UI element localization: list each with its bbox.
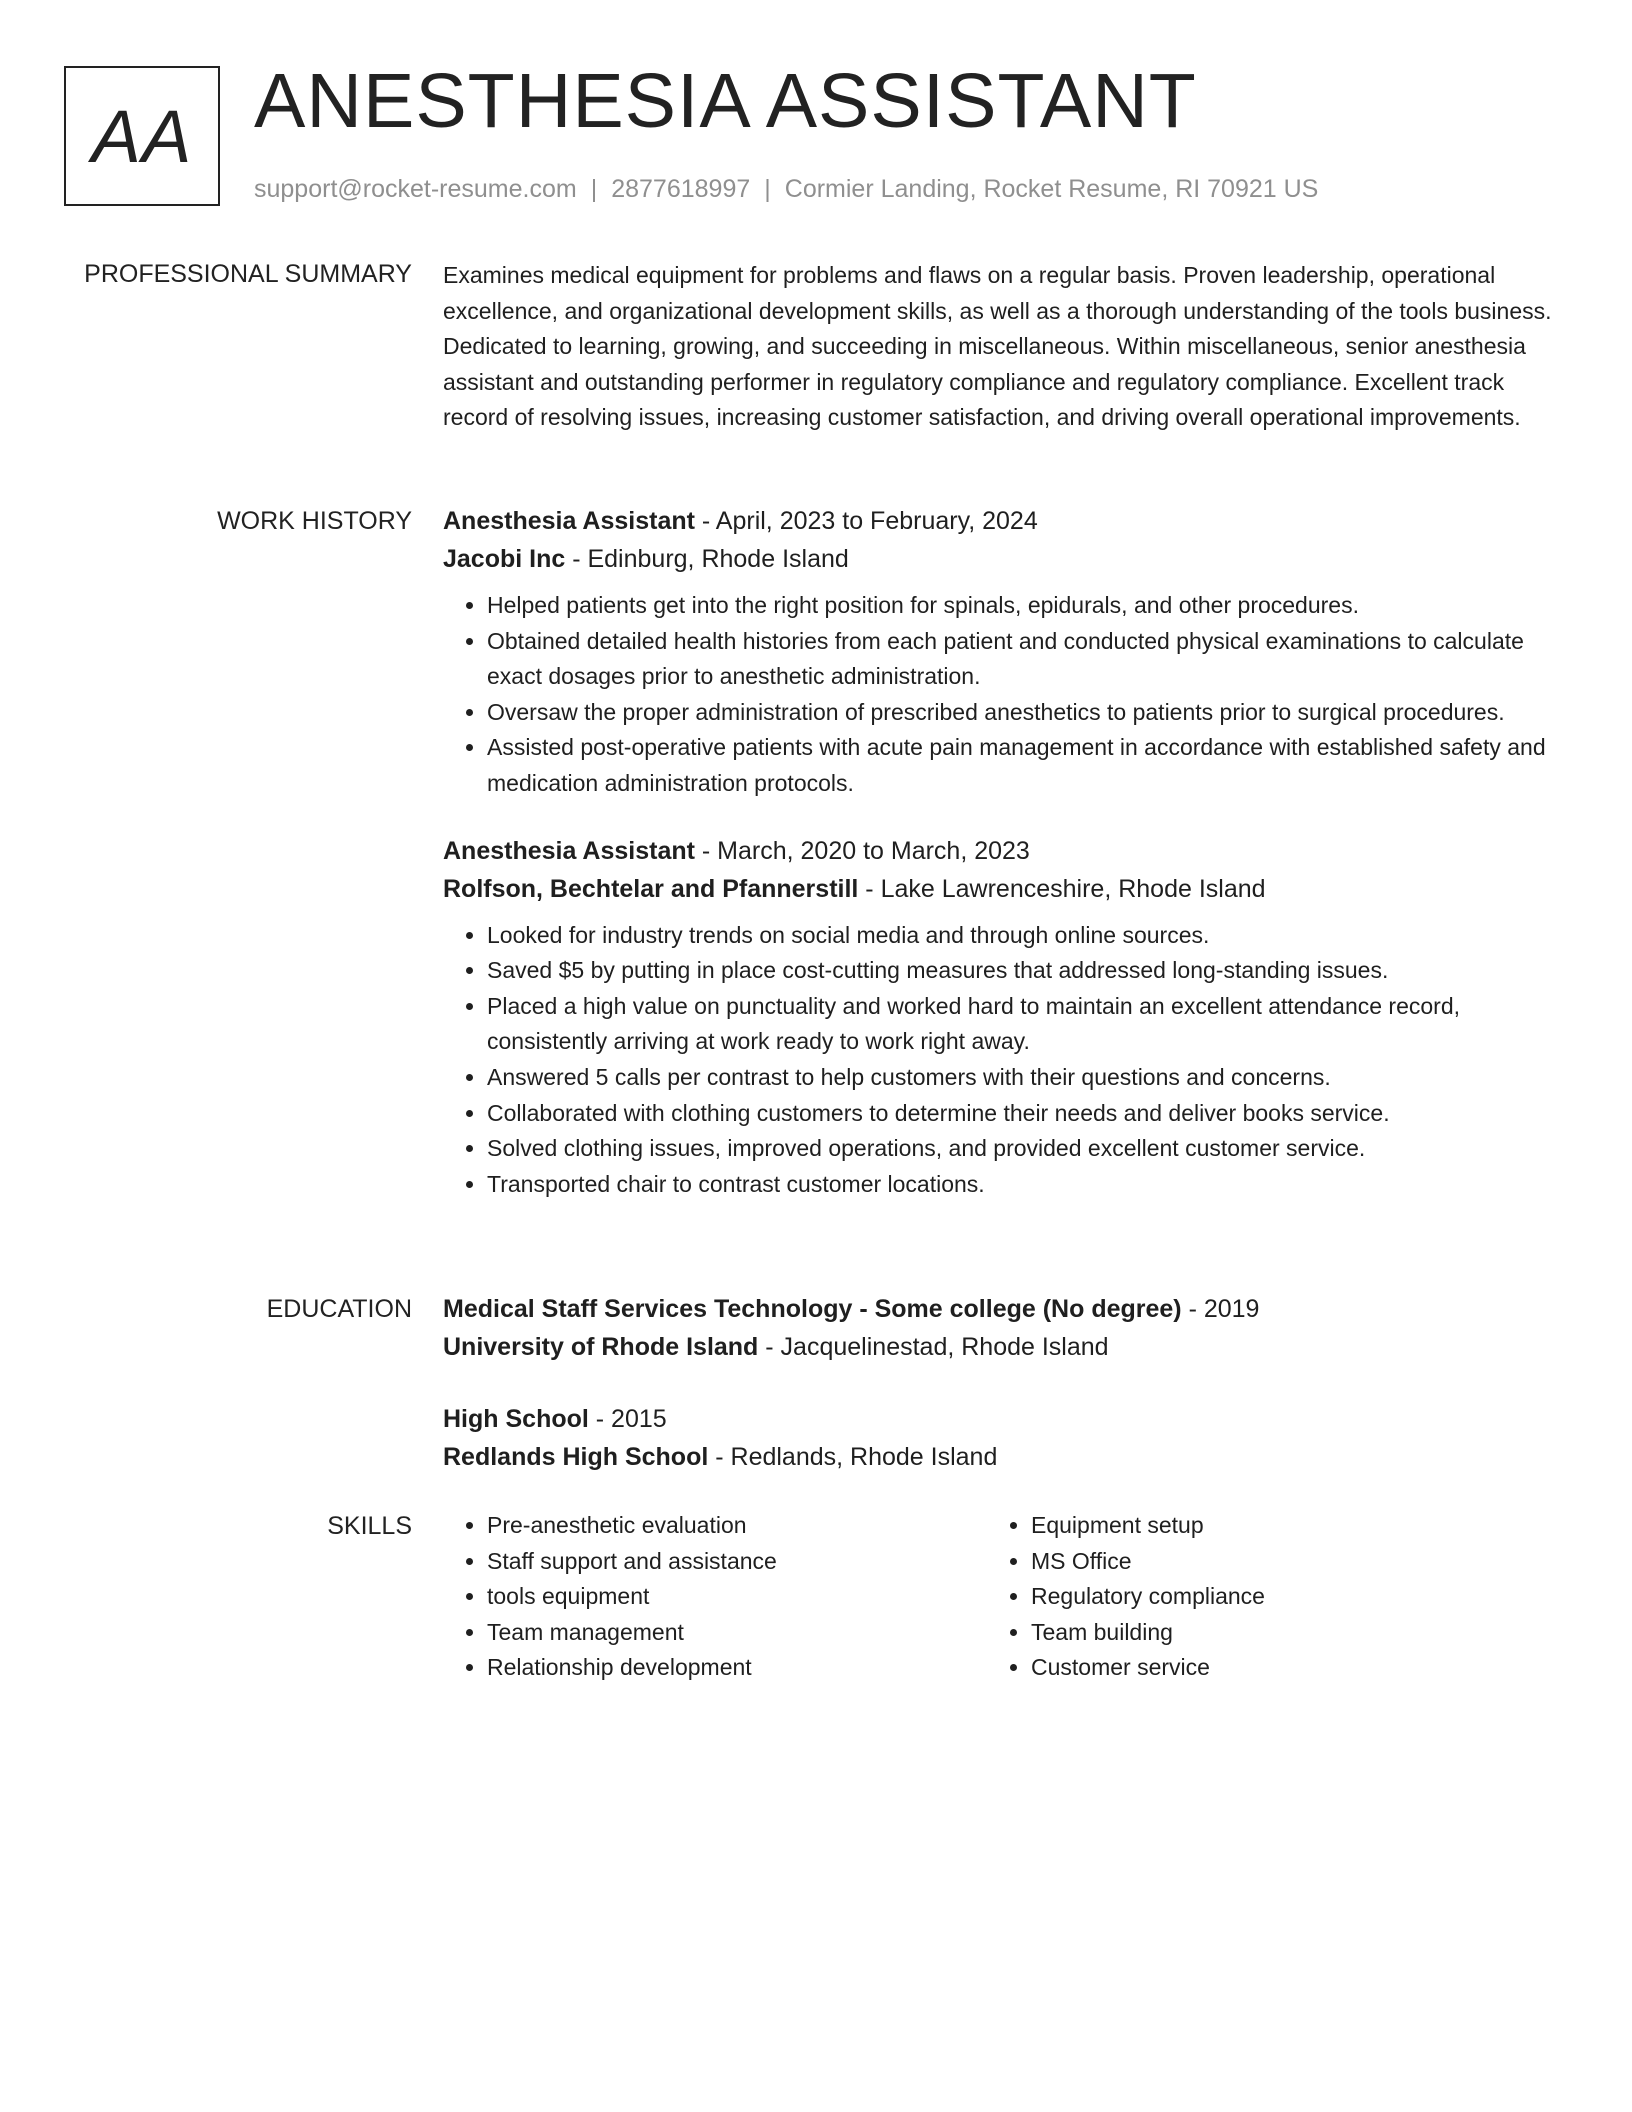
job-title: Anesthesia Assistant bbox=[443, 507, 695, 535]
skills-section bbox=[443, 1508, 1553, 1686]
monogram-logo: AA bbox=[64, 66, 220, 206]
job-title-line bbox=[443, 502, 1553, 540]
skills-column-1 bbox=[443, 1508, 987, 1686]
job-title: Anesthesia Assistant bbox=[443, 836, 695, 865]
education-school: University of Rhode Island bbox=[443, 1333, 759, 1361]
education-year: - 2019 bbox=[1181, 1295, 1260, 1323]
education-degree-line bbox=[443, 1400, 1553, 1438]
skill-item: • Team management bbox=[487, 1615, 987, 1651]
skills-grid bbox=[443, 1508, 1553, 1686]
list-item: • Collaborated with clothing customers to determine their needs and deliver books service. bbox=[487, 1096, 1553, 1132]
skill-item: • Pre-anesthetic evaluation bbox=[487, 1508, 987, 1544]
education-school-line bbox=[443, 1328, 1553, 1366]
education-school-line bbox=[443, 1438, 1553, 1476]
skill-item: • tools equipment bbox=[487, 1579, 987, 1615]
skills-column-2 bbox=[987, 1508, 1511, 1686]
list-item: • Transported chair to contrast customer locations. bbox=[487, 1167, 1553, 1203]
job-company: Rolfson, Bechtelar and Pfannerstill bbox=[443, 874, 859, 903]
job-company: Jacobi Inc bbox=[443, 545, 566, 573]
contact-email: support@rocket-resume.com bbox=[254, 175, 577, 203]
education-degree-line bbox=[443, 1290, 1553, 1328]
job-entry bbox=[443, 832, 1553, 1203]
education-degree: Medical Staff Services Technology - Some college (No degree) bbox=[443, 1295, 1182, 1323]
job-bullets bbox=[443, 588, 1553, 802]
skill-item: • Equipment setup bbox=[1031, 1508, 1511, 1544]
skill-item: • Staff support and assistance bbox=[487, 1544, 987, 1580]
section-label-summary: PROFESSIONAL SUMMARY bbox=[84, 260, 412, 288]
education-section bbox=[443, 1290, 1553, 1510]
job-location: - Lake Lawrenceshire, Rhode Island bbox=[858, 874, 1266, 903]
list-item: • Assisted post-operative patients with acute pain management in accordance with established safety and medication administration protocols. bbox=[487, 730, 1553, 801]
skill-item: • Regulatory compliance bbox=[1031, 1579, 1511, 1615]
contact-separator: | bbox=[590, 175, 598, 203]
job-location: - Edinburg, Rhode Island bbox=[565, 545, 849, 573]
education-entry bbox=[443, 1400, 1553, 1476]
section-label-skills: SKILLS bbox=[327, 1512, 412, 1540]
contact-separator: | bbox=[764, 175, 771, 203]
list-item: • Placed a high value on punctuality and worked hard to maintain an excellent attendance record, consistently arriving at work ready to work right away. bbox=[487, 989, 1553, 1060]
education-year: - 2015 bbox=[588, 1405, 667, 1433]
work-history-section bbox=[443, 502, 1553, 1232]
list-item: • Helped patients get into the right position for spinals, epidurals, and other procedures. bbox=[487, 588, 1553, 624]
skill-item: • MS Office bbox=[1031, 1544, 1511, 1580]
summary-text: Examines medical equipment for problems and flaws on a regular basis. Proven leadership, operational excellence, and organizational development skills, as well as a thorough understanding of the tools business. Dedicated to learning, growing, and succeeding in miscellaneous. Within miscellaneous, senior anesthesia assistant and outstanding performer in regulatory compliance and regulatory compliance. Excellent track record of resolving issues, increasing customer satisfaction, and driving overall operational improvements. bbox=[443, 262, 1552, 431]
contact-phone: 2877618997 bbox=[611, 175, 751, 203]
education-location: - Redlands, Rhode Island bbox=[708, 1443, 998, 1471]
job-title-line bbox=[443, 832, 1553, 870]
list-item: • Looked for industry trends on social media and through online sources. bbox=[487, 918, 1553, 954]
contact-line bbox=[254, 172, 1318, 206]
list-item: • Saved $5 by putting in place cost-cutting measures that addressed long-standing issues. bbox=[487, 953, 1553, 989]
education-entry bbox=[443, 1290, 1553, 1366]
education-location: - Jacquelinestad, Rhode Island bbox=[758, 1333, 1109, 1361]
job-bullets bbox=[443, 918, 1553, 1203]
list-item: • Solved clothing issues, improved operations, and provided excellent customer service. bbox=[487, 1131, 1553, 1167]
list-item: • Oversaw the proper administration of prescribed anesthetics to patients prior to surgical procedures. bbox=[487, 695, 1553, 731]
list-item: • Obtained detailed health histories from each patient and conducted physical examinations to calculate exact dosages prior to anesthetic administration. bbox=[487, 624, 1553, 695]
section-label-education: EDUCATION bbox=[266, 1295, 412, 1323]
section-label-work-history: WORK HISTORY bbox=[217, 507, 412, 535]
summary-section bbox=[443, 258, 1553, 436]
list-item: • Answered 5 calls per contrast to help customers with their questions and concerns. bbox=[487, 1060, 1553, 1096]
job-dates: - March, 2020 to March, 2023 bbox=[694, 836, 1030, 865]
contact-address: Cormier Landing, Rocket Resume, RI 70921 US bbox=[784, 175, 1319, 203]
skill-item: • Relationship development bbox=[487, 1650, 987, 1686]
page-title: ANESTHESIA ASSISTANT bbox=[254, 58, 1197, 144]
job-dates: - April, 2023 to February, 2024 bbox=[694, 507, 1038, 535]
job-entry bbox=[443, 502, 1553, 802]
job-company-line bbox=[443, 870, 1553, 908]
education-school: Redlands High School bbox=[443, 1443, 709, 1471]
education-degree: High School bbox=[443, 1405, 589, 1433]
job-company-line bbox=[443, 540, 1553, 578]
skill-item: • Team building bbox=[1031, 1615, 1511, 1651]
skill-item: • Customer service bbox=[1031, 1650, 1511, 1686]
